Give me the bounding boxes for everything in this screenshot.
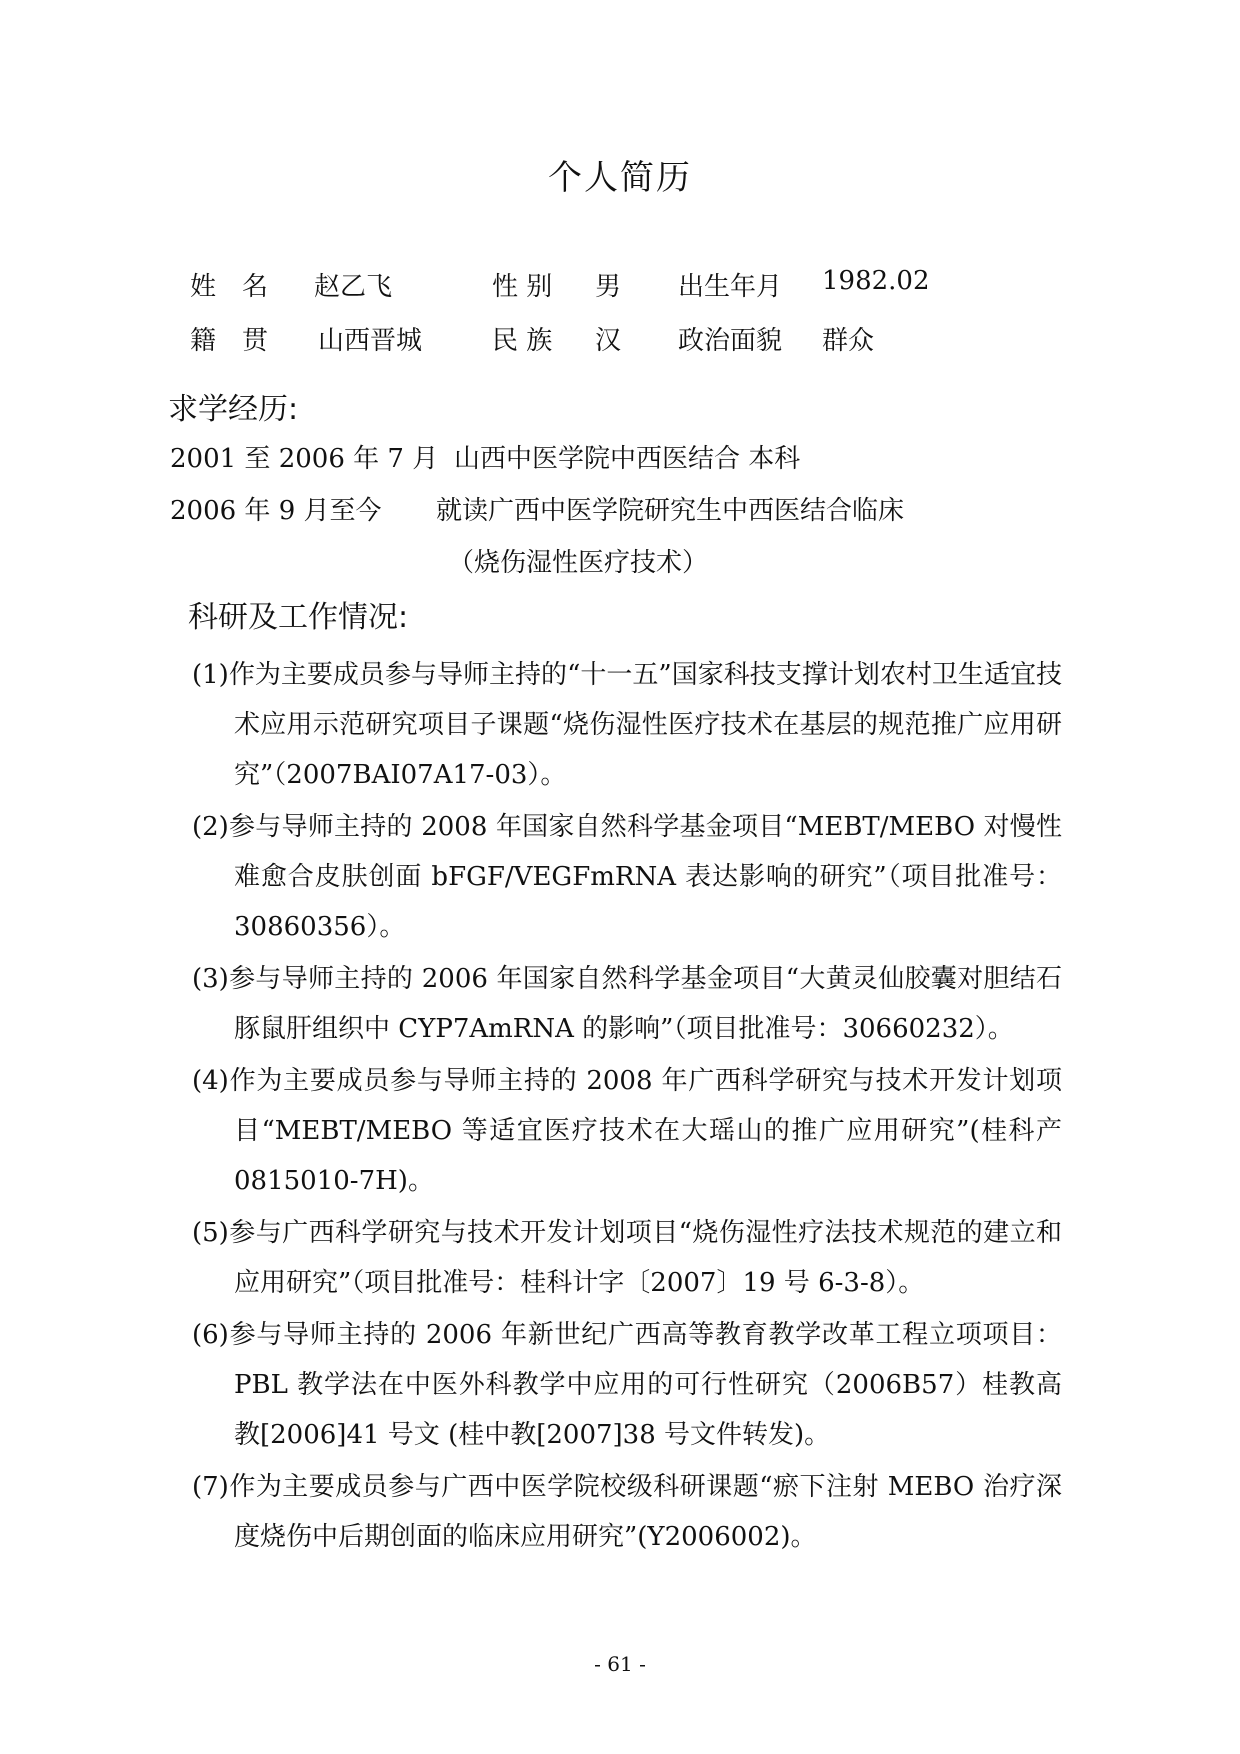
research-item: (7)作为主要成员参与广西中医学院校级科研课题“瘀下注射 MEBO 治疗深度烧伤中后期创面的临床应用研究”(Y2006002)。 [192,1472,1062,1552]
gender-label: 性 别 [492,272,553,302]
gender-value: 男 [595,272,622,302]
education-description: 山西中医学院中西医结合 本科 [454,444,801,474]
research-heading: 科研及工作情况: [188,600,409,635]
political-value: 群众 [822,326,875,356]
birth-value: 1982.02 [822,266,930,296]
education-date: 2006 年 9 月至今 [170,496,382,526]
name-label: 姓 名 [190,272,269,302]
origin-label: 籍 贯 [190,326,269,356]
research-item: (5)参与广西科学研究与技术开发计划项目“烧伤湿性疗法技术规范的建立和应用研究”（项目批准号：桂科计字〔2007〕19 号 6-3-8）。 [192,1218,1062,1298]
research-item: (4)作为主要成员参与导师主持的 2008 年广西科学研究与技术开发计划项目“MEBT/MEBO 等适宜医疗技术在大瑶山的推广应用研究”(桂科产 0815010-7H)。 [192,1066,1062,1196]
research-item: (3)参与导师主持的 2006 年国家自然科学基金项目“大黄灵仙胶囊对胆结石豚鼠肝组织中 CYP7AmRNA 的影响”（项目批准号：30660232）。 [192,964,1062,1044]
personal-info-row-1 [0,266,1240,310]
personal-info-row-2 [0,320,1240,364]
origin-value: 山西晋城 [318,326,423,356]
education-date: 2001 至 2006 年 7 月 [170,444,439,474]
research-item: (2)参与导师主持的 2008 年国家自然科学基金项目“MEBT/MEBO 对慢性难愈合皮肤创面 bFGF/VEGFmRNA 表达影响的研究”（项目批准号：30860356）。 [192,812,1062,942]
ethnicity-label: 民 族 [492,326,553,356]
name-value: 赵乙飞 [314,272,393,302]
research-item: (1)作为主要成员参与导师主持的“十一五”国家科技支撑计划农村卫生适宜技术应用示范研究项目子课题“烧伤湿性医疗技术在基层的规范推广应用研究”（2007BAI07A17-03）。 [192,660,1062,790]
ethnicity-value: 汉 [595,326,622,356]
education-description: 就读广西中医学院研究生中西医结合临床 [436,496,905,526]
education-heading: 求学经历: [168,392,299,427]
research-item: (6)参与导师主持的 2006 年新世纪广西高等教育教学改革工程立项项目：PBL 教学法在中医外科教学中应用的可行性研究（2006B57）桂教高教[2006]41 号文 (桂中教[2007]38 号文件转发)。 [192,1320,1062,1450]
page-title: 个人简历 [548,158,692,198]
birth-label: 出生年月 [678,272,783,302]
political-label: 政治面貌 [678,326,783,356]
research-list [192,650,1062,1564]
education-description-note: （烧伤湿性医疗技术） [448,548,709,578]
page-number: - 61 - [594,1652,646,1676]
